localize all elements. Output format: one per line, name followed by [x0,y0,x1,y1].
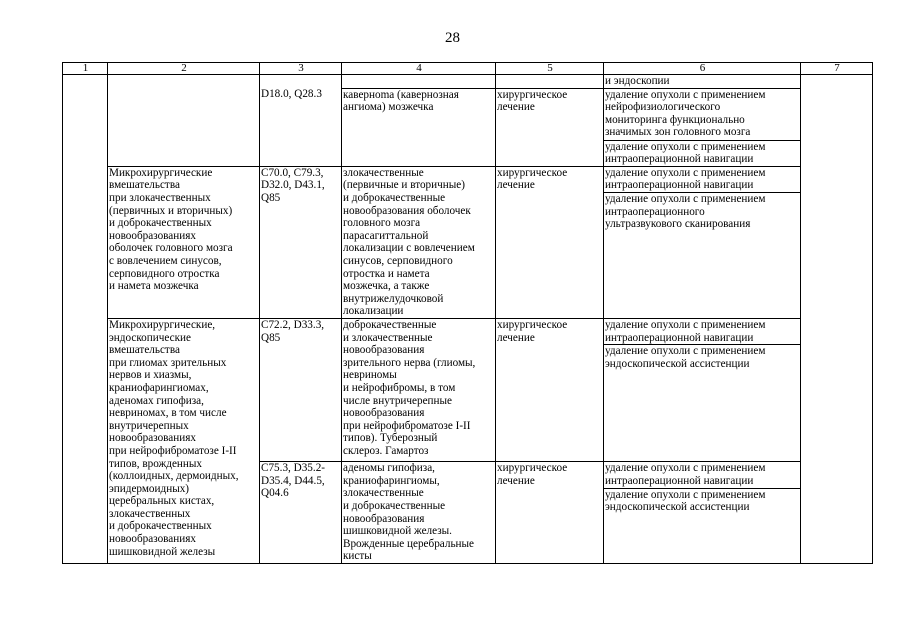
table-cell-empty [260,75,342,89]
intervention-cell: Микрохирургические, эндоскопические вмешательства при глиомах зрительных нервов и хиазмы, краниофарингиомах, аденомах гипофиза, невриномах, в том числе внутричерепных новообразованиях при нейрофиброматозе I-II типов, врожденных (коллоидных, дермоидных, эпидермоидных) церебральных кистах, злокачественных и доброкачественных новообразованиях шишковидной железы [108,318,260,563]
icd-code-cell: C75.3, D35.2- D35.4, D44.5, Q04.6 [260,462,342,564]
treatment-type-cell: хирургическое лечение [496,462,604,564]
diagnosis-cell: злокачественные (первичные и вторичные) и доброкачественные новообразования оболочек головного мозга парасагиттальной локализации с вовлечением синусов, серповидного отростка и намета мозжечка, а также внутрижелудочковой локализации [342,166,496,318]
method-cell: удаление опухоли с применением интраоперационной навигации [604,462,801,489]
column-header: 4 [342,63,496,75]
medical-care-table [62,62,873,564]
method-cell: удаление опухоли с применением интраоперационной навигации [604,166,801,192]
column-header: 5 [496,63,604,75]
method-cell: удаление опухоли с применением эндоскопической ассистенции [604,488,801,563]
table-row [63,318,873,344]
column-header: 1 [63,63,108,75]
treatment-type-cell: хирургическое лечение [496,166,604,318]
icd-code-cell: C72.2, D33.3, Q85 [260,318,342,461]
table-cell-empty [496,75,604,89]
method-cell: и эндоскопии [604,75,801,89]
table-cell-empty [63,75,108,564]
treatment-type-cell: хирургическое лечение [496,318,604,461]
column-header: 2 [108,63,260,75]
column-header: 7 [801,63,873,75]
treatment-type-cell: хирургическое лечение [496,88,604,166]
table-cell-empty [108,75,260,167]
method-cell: удаление опухоли с применением нейрофизиологического мониторинга функционально значимых зон головного мозга [604,88,801,140]
intervention-cell: Микрохирургические вмешательства при злокачественных (первичных и вторичных) и доброкачественных новообразованиях оболочек головного мозга с вовлечением синусов, серповидного отростка и намета мозжечка [108,166,260,318]
table-cell-empty [801,75,873,564]
method-cell: удаление опухоли с применением эндоскопической ассистенции [604,345,801,462]
method-cell: удаление опухоли с применением интраоперационной навигации [604,140,801,166]
icd-code-cell: C70.0, C79.3, D32.0, D43.1, Q85 [260,166,342,318]
page-number: 28 [445,30,460,46]
column-header: 3 [260,63,342,75]
table-cell-empty [342,75,496,89]
method-cell: удаление опухоли с применением интраоперационного ультразвукового сканирования [604,192,801,318]
diagnosis-cell: доброкачественные и злокачественные новообразования зрительного нерва (глиомы, невриномы и нейрофибромы, в том числе внутричерепные новообразования при нейрофиброматозе I-II типов). Туберозный склероз. Гамартоз [342,318,496,461]
diagnosis-cell: каверноma (кавернозная ангиома) мозжечка [342,88,496,166]
icd-code-cell: D18.0, Q28.3 [260,88,342,166]
column-number-row [63,63,873,75]
method-cell: удаление опухоли с применением интраоперационной навигации [604,318,801,344]
diagnosis-cell: аденомы гипофиза, краниофарингиомы, злокачественные и доброкачественные новообразования шишковидной железы. Врожденные церебральные кисты [342,462,496,564]
table-row [63,166,873,192]
table-row [63,75,873,89]
column-header: 6 [604,63,801,75]
